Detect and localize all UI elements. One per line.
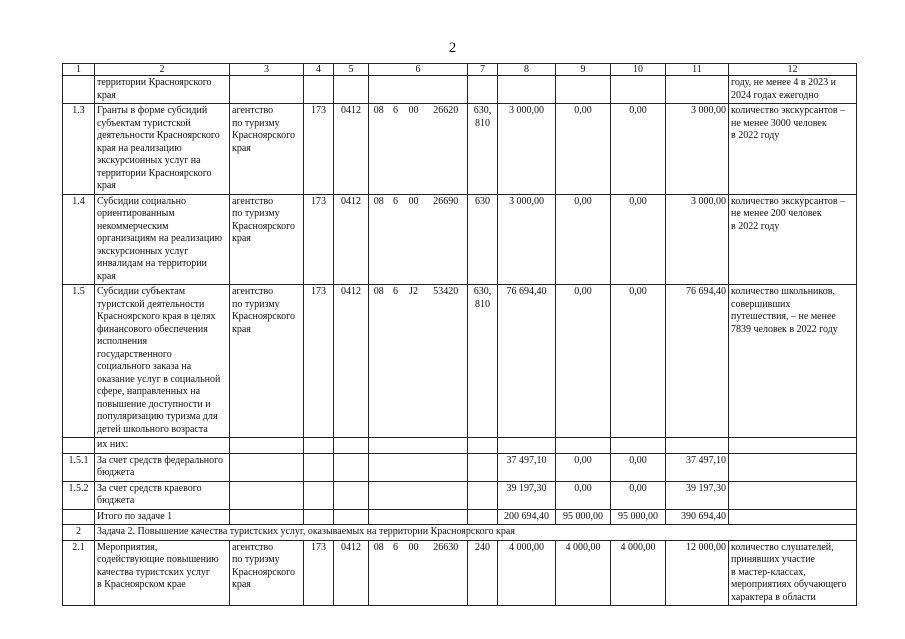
- rzpr-code: 0412: [334, 194, 369, 285]
- event-name: Гранты в форме субсидий субъектам туристской деятельности Красноярского края на реализацию экскурсионных услуг на территории Красноярского края: [95, 104, 230, 195]
- column-number: 1: [63, 64, 95, 76]
- row-number: 1.5.1: [63, 453, 95, 481]
- amount-total: [666, 76, 729, 104]
- rzpr-code: 0412: [334, 285, 369, 438]
- amount-total: 76 694,40: [666, 285, 729, 438]
- grbs-code: [304, 76, 334, 104]
- column-number: 3: [230, 64, 304, 76]
- amount-2023: 0,00: [556, 285, 611, 438]
- agency: агентство по туризму Красноярского края: [230, 285, 304, 438]
- amount-2023: 4 000,00: [556, 540, 611, 606]
- amount-2024: 0,00: [611, 285, 666, 438]
- amount-2022: [498, 438, 556, 454]
- amount-total: 390 694,40: [666, 509, 729, 525]
- rzpr-code: [334, 509, 369, 525]
- total-label: Итого по задаче 1: [95, 509, 230, 525]
- table-row-task2-header: [63, 525, 857, 541]
- column-number: 11: [666, 64, 729, 76]
- rzpr-code: [334, 453, 369, 481]
- row-number: 1.3: [63, 104, 95, 195]
- column-number: 4: [304, 64, 334, 76]
- expected-result: [729, 438, 857, 454]
- vr-code: [468, 509, 498, 525]
- table-row-continuation: [63, 76, 857, 104]
- row-number: [63, 509, 95, 525]
- vr-code: 630: [468, 194, 498, 285]
- grbs-code: 173: [304, 540, 334, 606]
- table-row-1-4: [63, 194, 857, 285]
- expected-result: году, не менее 4 в 2023 и 2024 годах ежегодно: [729, 76, 857, 104]
- grbs-code: 173: [304, 104, 334, 195]
- csr-part: 53420: [425, 285, 468, 438]
- amount-2023: 0,00: [556, 104, 611, 195]
- rzpr-code: 0412: [334, 540, 369, 606]
- csr-part: [425, 509, 468, 525]
- amount-2023: [556, 438, 611, 454]
- agency: [230, 509, 304, 525]
- vr-code: 240: [468, 540, 498, 606]
- amount-2024: 0,00: [611, 104, 666, 195]
- csr-part: [389, 481, 403, 509]
- expected-result: количество экскурсантов – не менее 3000 человек в 2022 году: [729, 104, 857, 195]
- amount-2022: 37 497,10: [498, 453, 556, 481]
- event-name: Субсидии социально ориентированным некоммерческим организациям на реализацию экскурсионных услуг инвалидам на территории края: [95, 194, 230, 285]
- expected-result: [729, 509, 857, 525]
- row-number: 2: [63, 525, 95, 541]
- amount-2023: 0,00: [556, 481, 611, 509]
- amount-2023: 95 000,00: [556, 509, 611, 525]
- amount-2024: 95 000,00: [611, 509, 666, 525]
- table-row-2-1: [63, 540, 857, 606]
- csr-part: 08: [369, 104, 389, 195]
- csr-part: [403, 509, 425, 525]
- column-number: 9: [556, 64, 611, 76]
- amount-2022: 76 694,40: [498, 285, 556, 438]
- budget-table: [62, 63, 857, 606]
- csr-part: 08: [369, 194, 389, 285]
- agency: [230, 481, 304, 509]
- rzpr-code: [334, 438, 369, 454]
- vr-code: [468, 453, 498, 481]
- vr-code: 630, 810: [468, 285, 498, 438]
- column-number: 6: [369, 64, 468, 76]
- csr-part: [403, 481, 425, 509]
- csr-part: 26630: [425, 540, 468, 606]
- row-number: 1.4: [63, 194, 95, 285]
- csr-part: 00: [403, 194, 425, 285]
- csr-part: 26620: [425, 104, 468, 195]
- row-number: 1.5.2: [63, 481, 95, 509]
- expected-result: [729, 453, 857, 481]
- amount-2022: 200 694,40: [498, 509, 556, 525]
- amount-total: [666, 438, 729, 454]
- expected-result: [729, 481, 857, 509]
- event-name: За счет средств краевого бюджета: [95, 481, 230, 509]
- rzpr-code: [334, 76, 369, 104]
- amount-2022: [498, 76, 556, 104]
- agency: агентство по туризму Красноярского края: [230, 194, 304, 285]
- amount-total: 3 000,00: [666, 104, 729, 195]
- csr-part: 26690: [425, 194, 468, 285]
- amount-total: 3 000,00: [666, 194, 729, 285]
- csr-part: [403, 438, 425, 454]
- event-name: Мероприятия, содействующие повышению качества туристских услуг в Красноярском крае: [95, 540, 230, 606]
- csr-part: [369, 509, 389, 525]
- csr-part: [425, 76, 468, 104]
- row-number: 2.1: [63, 540, 95, 606]
- vr-code: 630, 810: [468, 104, 498, 195]
- event-name: За счет средств федерального бюджета: [95, 453, 230, 481]
- event-name: территории Красноярского края: [95, 76, 230, 104]
- grbs-code: 173: [304, 194, 334, 285]
- amount-2024: 4 000,00: [611, 540, 666, 606]
- column-number: 8: [498, 64, 556, 76]
- csr-part: [369, 76, 389, 104]
- table-row-1-5-1: [63, 453, 857, 481]
- csr-part: [369, 481, 389, 509]
- amount-2022: 3 000,00: [498, 104, 556, 195]
- amount-total: 12 000,00: [666, 540, 729, 606]
- amount-2024: [611, 76, 666, 104]
- table-row-1-3: [63, 104, 857, 195]
- csr-part: [425, 481, 468, 509]
- amount-2024: 0,00: [611, 481, 666, 509]
- task-title: Задача 2. Повышение качества туристских услуг, оказываемых на территории Красноярского края: [95, 525, 857, 541]
- csr-part: [369, 438, 389, 454]
- rzpr-code: 0412: [334, 104, 369, 195]
- column-number: 7: [468, 64, 498, 76]
- csr-part: [425, 438, 468, 454]
- column-number: 2: [95, 64, 230, 76]
- amount-2023: 0,00: [556, 453, 611, 481]
- table-row-of-them: [63, 438, 857, 454]
- grbs-code: [304, 453, 334, 481]
- expected-result: количество школьников, совершивших путешествия, – не менее 7839 человек в 2022 году: [729, 285, 857, 438]
- amount-2024: [611, 438, 666, 454]
- grbs-code: [304, 438, 334, 454]
- agency: [230, 438, 304, 454]
- rzpr-code: [334, 481, 369, 509]
- amount-2024: 0,00: [611, 453, 666, 481]
- csr-part: 00: [403, 540, 425, 606]
- grbs-code: 173: [304, 285, 334, 438]
- csr-part: [389, 453, 403, 481]
- vr-code: [468, 438, 498, 454]
- column-number: 10: [611, 64, 666, 76]
- csr-part: [389, 76, 403, 104]
- csr-part: 08: [369, 285, 389, 438]
- agency: агентство по туризму Красноярского края: [230, 104, 304, 195]
- csr-part: 6: [389, 285, 403, 438]
- table-row-1-5: [63, 285, 857, 438]
- grbs-code: [304, 509, 334, 525]
- csr-part: [403, 453, 425, 481]
- amount-2023: 0,00: [556, 194, 611, 285]
- csr-part: 6: [389, 540, 403, 606]
- row-number: [63, 76, 95, 104]
- csr-part: 6: [389, 104, 403, 195]
- csr-part: 00: [403, 104, 425, 195]
- amount-2024: 0,00: [611, 194, 666, 285]
- csr-part: J2: [403, 285, 425, 438]
- csr-part: [403, 76, 425, 104]
- csr-part: [389, 509, 403, 525]
- amount-total: 39 197,30: [666, 481, 729, 509]
- amount-2023: [556, 76, 611, 104]
- row-number: 1.5: [63, 285, 95, 438]
- csr-part: [425, 453, 468, 481]
- table-row-1-5-2: [63, 481, 857, 509]
- table-row-task1-total: [63, 509, 857, 525]
- expected-result: количество экскурсантов – не менее 200 человек в 2022 году: [729, 194, 857, 285]
- expected-result: количество слушателей, принявших участие в мастер-классах, мероприятиях обучающего характера в области: [729, 540, 857, 606]
- agency: [230, 453, 304, 481]
- row-number: [63, 438, 95, 454]
- agency: [230, 76, 304, 104]
- amount-2022: 4 000,00: [498, 540, 556, 606]
- column-number-row: [63, 64, 857, 76]
- agency: агентство по туризму Красноярского края: [230, 540, 304, 606]
- csr-part: [369, 453, 389, 481]
- vr-code: [468, 481, 498, 509]
- csr-part: 6: [389, 194, 403, 285]
- event-name: их них:: [95, 438, 230, 454]
- column-number: 12: [729, 64, 857, 76]
- csr-part: [389, 438, 403, 454]
- csr-part: 08: [369, 540, 389, 606]
- event-name: Субсидии субъектам туристской деятельности Красноярского края в целях финансового обеспечения исполнения государственного социального заказа на оказание услуг в социальной сфере, направленных на повышение доступности и популяризацию туризма для детей школьного возраста: [95, 285, 230, 438]
- amount-2022: 39 197,30: [498, 481, 556, 509]
- grbs-code: [304, 481, 334, 509]
- amount-total: 37 497,10: [666, 453, 729, 481]
- column-number: 5: [334, 64, 369, 76]
- vr-code: [468, 76, 498, 104]
- amount-2022: 3 000,00: [498, 194, 556, 285]
- page-number: 2: [448, 40, 457, 56]
